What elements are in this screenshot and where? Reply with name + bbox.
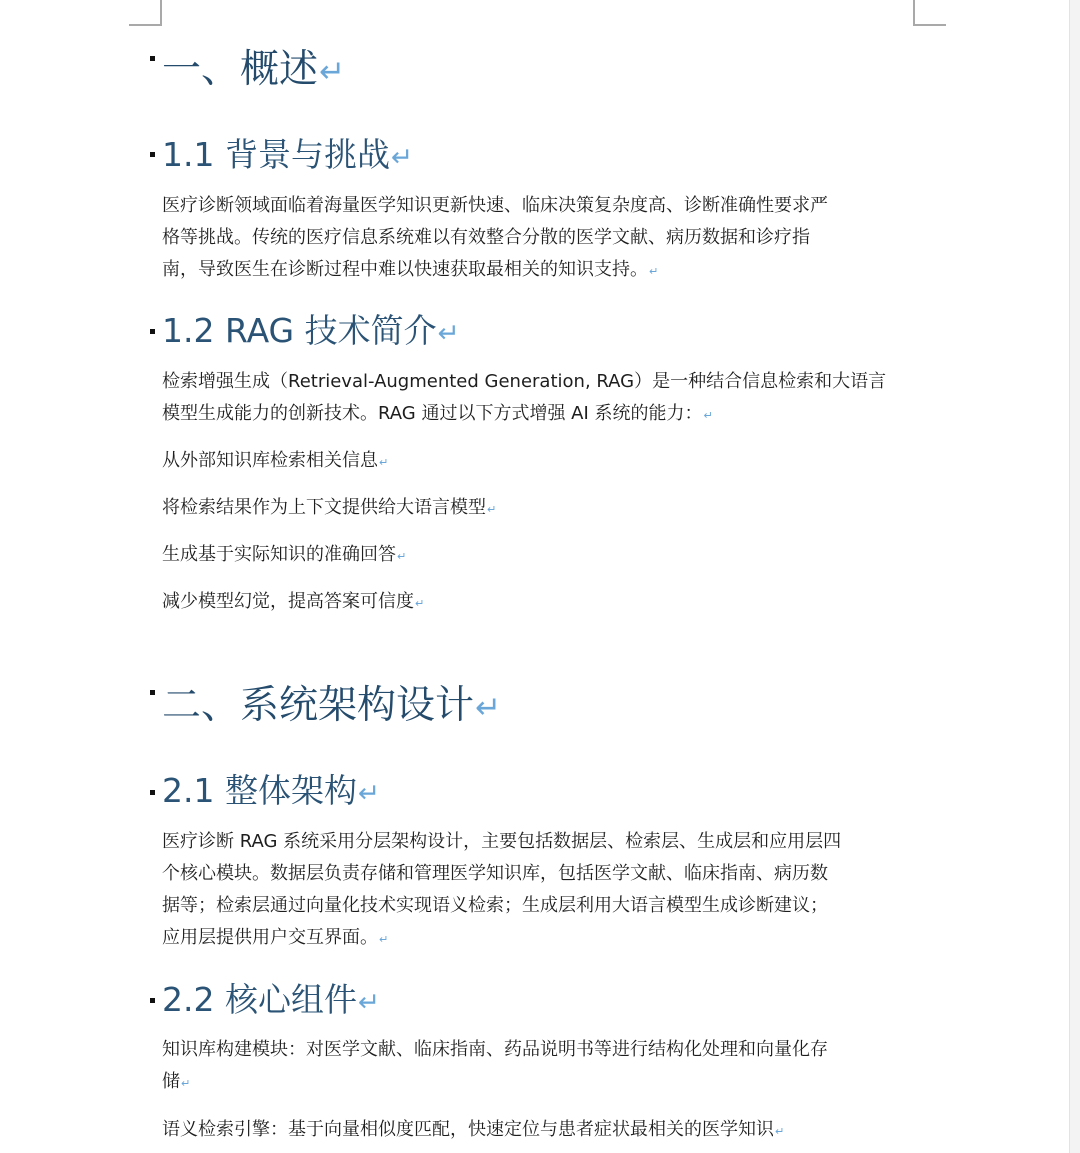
heading-marker bbox=[150, 152, 155, 157]
heading-marker bbox=[150, 329, 155, 334]
subsection-heading-1-2: 1.2 RAG 技术简介↵ bbox=[162, 311, 460, 350]
paragraph-line: 格等挑战。传统的医疗信息系统难以有效整合分散的医学文献、病历数据和诊疗指 bbox=[162, 227, 810, 248]
paragraph-mark-icon: ↵ bbox=[390, 142, 414, 173]
paragraph-mark-icon: ↵ bbox=[319, 54, 346, 90]
paragraph-architecture bbox=[162, 826, 841, 956]
paragraph-mark-icon: ↵ bbox=[475, 690, 502, 726]
subsection-heading-2-2: 2.2 核心组件↵ bbox=[162, 980, 381, 1019]
paragraph-line: 知识库构建模块：对医学文献、临床指南、药品说明书等进行结构化处理和向量化存 bbox=[162, 1039, 828, 1060]
paragraph-mark-icon: ↵ bbox=[379, 456, 389, 469]
paragraph-mark-icon: ↵ bbox=[703, 409, 713, 422]
list-item bbox=[162, 1034, 828, 1100]
paragraph-mark-icon: ↵ bbox=[415, 597, 425, 610]
paragraph-line: 医疗诊断 RAG 系统采用分层架构设计，主要包括数据层、检索层、生成层和应用层四 bbox=[162, 831, 842, 852]
paragraph-mark-icon: ↵ bbox=[379, 933, 389, 946]
paragraph-line: 南，导致医生在诊断过程中难以快速获取最相关的知识支持。↵ bbox=[162, 259, 659, 280]
paragraph-mark-icon: ↵ bbox=[181, 1077, 191, 1090]
paragraph-line: 储↵ bbox=[162, 1071, 191, 1092]
subsection-heading-2-1: 2.1 整体架构↵ bbox=[162, 771, 381, 810]
list-item: 从外部知识库检索相关信息↵ bbox=[162, 450, 389, 471]
paragraph-rag-intro bbox=[162, 366, 886, 432]
paragraph-line: 医疗诊断领域面临着海量医学知识更新快速、临床决策复杂度高、诊断准确性要求严 bbox=[162, 195, 828, 216]
paragraph-mark-icon: ↵ bbox=[357, 778, 381, 809]
paragraph-line: 个核心模块。数据层负责存储和管理医学知识库，包括医学文献、临床指南、病历数 bbox=[162, 863, 828, 884]
list-item: 将检索结果作为上下文提供给大语言模型↵ bbox=[162, 497, 497, 518]
list-item: 生成基于实际知识的准确回答↵ bbox=[162, 544, 407, 565]
list-item: 减少模型幻觉，提高答案可信度↵ bbox=[162, 591, 425, 612]
page-corner-mark-left bbox=[129, 0, 162, 26]
list-item: 语义检索引擎：基于向量相似度匹配，快速定位与患者症状最相关的医学知识↵ bbox=[162, 1119, 785, 1140]
paragraph-background bbox=[162, 190, 828, 288]
subsection-heading-1-1: 1.1 背景与挑战↵ bbox=[162, 135, 414, 174]
heading-marker bbox=[150, 56, 155, 61]
heading-marker bbox=[150, 998, 155, 1003]
paragraph-mark-icon: ↵ bbox=[437, 318, 460, 349]
heading-marker bbox=[150, 690, 155, 695]
paragraph-line: 应用层提供用户交互界面。↵ bbox=[162, 927, 389, 948]
paragraph-mark-icon: ↵ bbox=[487, 503, 497, 516]
paragraph-mark-icon: ↵ bbox=[397, 550, 407, 563]
heading-marker bbox=[150, 790, 155, 795]
paragraph-mark-icon: ↵ bbox=[775, 1125, 785, 1138]
section-heading-2: 二、系统架构设计↵ bbox=[162, 683, 502, 728]
page-edge-shadow bbox=[1069, 0, 1080, 1153]
page-corner-mark-right bbox=[913, 0, 946, 26]
section-heading-1: 一、概述↵ bbox=[162, 47, 346, 92]
paragraph-line: 模型生成能力的创新技术。RAG 通过以下方式增强 AI 系统的能力：↵ bbox=[162, 403, 713, 424]
paragraph-line: 据等；检索层通过向量化技术实现语义检索；生成层利用大语言模型生成诊断建议； bbox=[162, 895, 828, 916]
paragraph-line: 检索增强生成（Retrieval-Augmented Generation, RAG）是一种结合信息检索和大语言 bbox=[162, 371, 887, 392]
paragraph-mark-icon: ↵ bbox=[649, 265, 659, 278]
paragraph-mark-icon: ↵ bbox=[357, 987, 381, 1018]
